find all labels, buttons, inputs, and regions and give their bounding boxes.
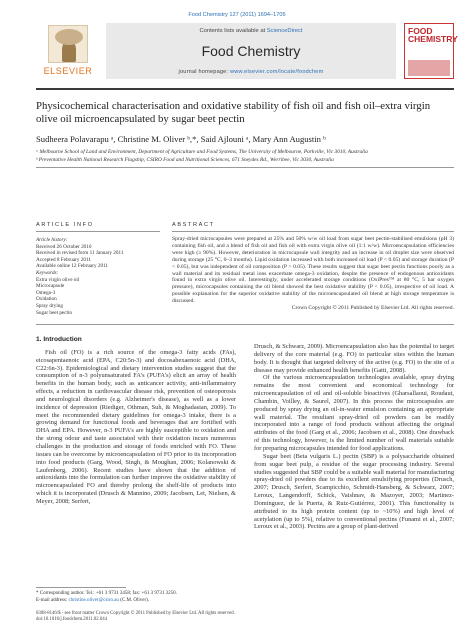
corresponding-author-footnote [36,591,236,604]
elsevier-logo[interactable] [36,23,100,79]
cover-image [408,60,450,76]
issn-line: 0308-8146/$ - see front matter Crown Copyright © 2011 Published by Elsevier Ltd. All rights reserved. [36,611,235,616]
cover-title: FOOD CHEMISTRY [408,26,458,44]
affiliation-a: ᵃ Melbourne School of Land and Environment, Department of Agriculture and Food Systems, The University of Melbourne, Parkville, Vic 3010, Australia [36,149,368,155]
footnote-contact: * Corresponding author. Tel.: +61 3 9731 3458; fax: +61 3 9731 3250. [36,591,177,596]
article-history [36,237,124,270]
article-info-rule [36,231,160,232]
affiliation-b: ᵇ Preventative Health National Research Flagship, CSIRO Food and Nutritional Sciences, 671 Sneydes Rd., Werribee, Vic 3030, Australia [36,157,334,163]
elsevier-wordmark: ELSEVIER [43,66,93,76]
abstract-copyright: Crown Copyright © 2011 Published by Elsevier Ltd. All rights reserved. [291,305,454,312]
history-received: Received 26 October 2010 [36,243,92,250]
introduction-paragraph: Fish oil (FO) is a rich source of the omega-3 fatty acids (FAs), eicosapentaenoic acid (EPA, C20:5n-3) and docosahexaenoic acid (DHA, C22:6n-3). Epidemiological and dietary intervention studies suggest that the consumption of n-3 polyunsaturated FA's (PUFA's) elicit an array of health benefits in the human body, such as anticancer activity, anti-inflammatory effects, a reduction in cardiovascular disease risk, prevention of osteoporosis and neurological disorders (e.g. Alzheimer's disease), as well as a lower incidence of depression (Riediger, Othman, Suh, & Moghadasian, 2009). To meet the recommended dietary guidelines for omega-3 intake, there is a growing demand for functional foods and beverages that are fortified with DHA and EPA. However, n-3 PUFA's are highly susceptible to oxidation and the strong odour and taste associated with their oxidation incurs numerous challenges in the production and storage of foods enriched with FO. These issues can be overcome by microencapsulation of FO prior to its incorporation into food products (Garg, Wood, Singh, & Moughan, 2006; Kolanowski & Laufenberg, 2006). Recent studies have shown that the addition of antioxidants into the formulation can further improve the oxidative stability of microencapsulated FO and thereby prolong the shelf-life of products into which it is incorporated (Drusch & Mannino, 2009; Jacobsen, Let, Nielsen, & Meyer, 2008; Serfert, [36,348,236,505]
keyword-item: Omega-3 [36,289,56,296]
journal-homepage-line: journal homepage: www.elsevier.com/locate/foodchem [178,69,324,75]
journal-name: Food Chemistry [201,43,301,59]
footnote-email-line: E-mail address: christine.oliver@csiro.au (C.M. Oliver). [36,597,150,603]
left-column [36,326,236,506]
abstract-text: Spray-dried microcapsules were prepared at 25% and 50% w/w oil load from sugar beet pectin-stabilised emulsions (pH 3) containing fish oil, and a blend of fish oil and fish oil with extra virgin olive oil (1:1 w/w). Microencapsulation efficiencies were high (≥ 90%). However, deterioration in microcapsule wall integrity and an increase in oil droplet size were observed during storage (25 °C, 0–3 months). Lipid oxidation increased with both increased oil load (P < 0.05) and storage duration (P < 0.05), but was independent of oil composition (P > 0.05). These results suggest that sugar beet pectin functions poorly as a wall material and its residual metal ions exacerbate omega-3 oxidation, despite the presence of endogenous antioxidants found in extra virgin olive oil. Interestingly, under accelerated storage conditions (OxiPres™ at 80 °C, 5 bar oxygen pressure), microcapsules containing the oil blend showed the best oxidative stability (P < 0.05), irrespective of oil load. A possible explanation for the superior oxidative stability of the microencapsulated oil blend at high storage temperature is discussed. [172,236,454,305]
introduction-heading: 1. Introduction [36,336,82,343]
contents-available-line: Contents lists available at ScienceDirect [199,28,303,34]
keyword-item: Extra virgin olive oil [36,276,80,283]
keyword-item: Oxidation [36,296,57,303]
front-matter-divider [36,324,454,325]
author-email-link[interactable]: christine.oliver@csiro.au [68,597,119,603]
abstract-body [172,236,454,312]
journal-banner [106,23,396,79]
sciencedirect-link[interactable]: ScienceDirect [266,28,303,34]
history-accepted: Accepted 8 February 2011 [36,256,91,263]
journal-citation[interactable]: Food Chemistry 127 (2011) 1694–1705 [188,12,286,18]
history-revised: Received in revised form 11 January 2011 [36,250,124,257]
journal-masthead [36,23,458,83]
elsevier-tree-icon [48,25,88,63]
abstract-label: ABSTRACT [172,222,215,228]
keywords-block [36,270,79,316]
sugar-beet-pectin-paragraph: Sugar beet (Beta vulgaris L.) pectin (SBP) is a polysaccharide obtained from sugar beet pulp, a residue of the sugar processing industry. Several studies suggested that SBP could be a suitable wall material for manufacturing spray-dried oil powders due to its excellent emulsifying properties (Drusch, 2007; Drusch, Serfert, Scampicchio, Schmidt-Hansberg, & Schwarz, 2007; Leroux, Langendorff, Schick, Vaishnav, & Mazoyer, 2003; Martinez-Dominguez, de la Puerta, & Ruiz-Gutiérrez, 2001). This functionality is attributed to its high protein content (up to ~10%) and high level of acetylation (up to 5%), relative to conventional pectins (Funami et al., 2007; Leroux et al., 2003). Pectins are a group of plant-derived [254,452,454,531]
journal-homepage-link[interactable]: www.elsevier.com/locate/foodchem [230,69,324,75]
affiliation-divider [36,167,454,168]
history-label: Article history: [36,237,68,243]
spray-drying-paragraph: Of the various microencapsulation technologies available, spray drying remains the most convenient and economical technology for microencapsulation of oil and oil-soluble bioactives (Gharsallaoui, Roudaut, Chambin, Voilley, & Saurel, 2007). In this process the microcapsules are produced by spray drying an oil-in-water emulsion containing an appropriate wall material. The resultant spray-dried oil powders can be readily incorporated into a range of food products without affecting the original attributes of the food (Garg et al., 2006; Jacobsen et al., 2008). One drawback of this technology, however, is the limited number of wall materials suitable for preparing microcapsules intended for food applications. [254,374,454,452]
history-online: Available online 12 February 2011 [36,263,109,270]
keywords-label: Keywords: [36,270,59,276]
doi-link[interactable]: doi:10.1016/j.foodchem.2011.02.044 [36,616,108,622]
author-list: Sudheera Polavarapu ᵃ, Christine M. Oliver ᵇ,*, Said Ajlouni ᵃ, Mary Ann Augustin ᵇ [36,134,326,144]
article-title: Physicochemical characterisation and oxidative stability of fish oil and fish oil–extra virgin olive oil microencapsulated by sugar beet pectin [36,100,431,125]
right-column [254,343,454,531]
paragraph-continued: Drusch, & Schwarz, 2009). Microencapsulation also has the potential to target delivery of the core material (e.g. FO) to particular sites within the human body. It is thought that targeted delivery of the active (e.g. FO) to the site of a disease may provide enhanced health benefits (Gatti, 2008). [254,343,454,374]
footnote-rule [36,587,126,588]
keyword-item: Microcapsule [36,283,65,290]
keyword-item: Spray drying [36,302,63,309]
article-info-label: ARTICLE INFO [36,222,94,228]
abstract-rule [172,231,454,232]
masthead-divider [36,88,454,90]
keyword-item: Sugar beet pectin [36,309,73,316]
journal-cover-thumbnail[interactable] [404,23,458,79]
publication-meta [36,611,266,623]
